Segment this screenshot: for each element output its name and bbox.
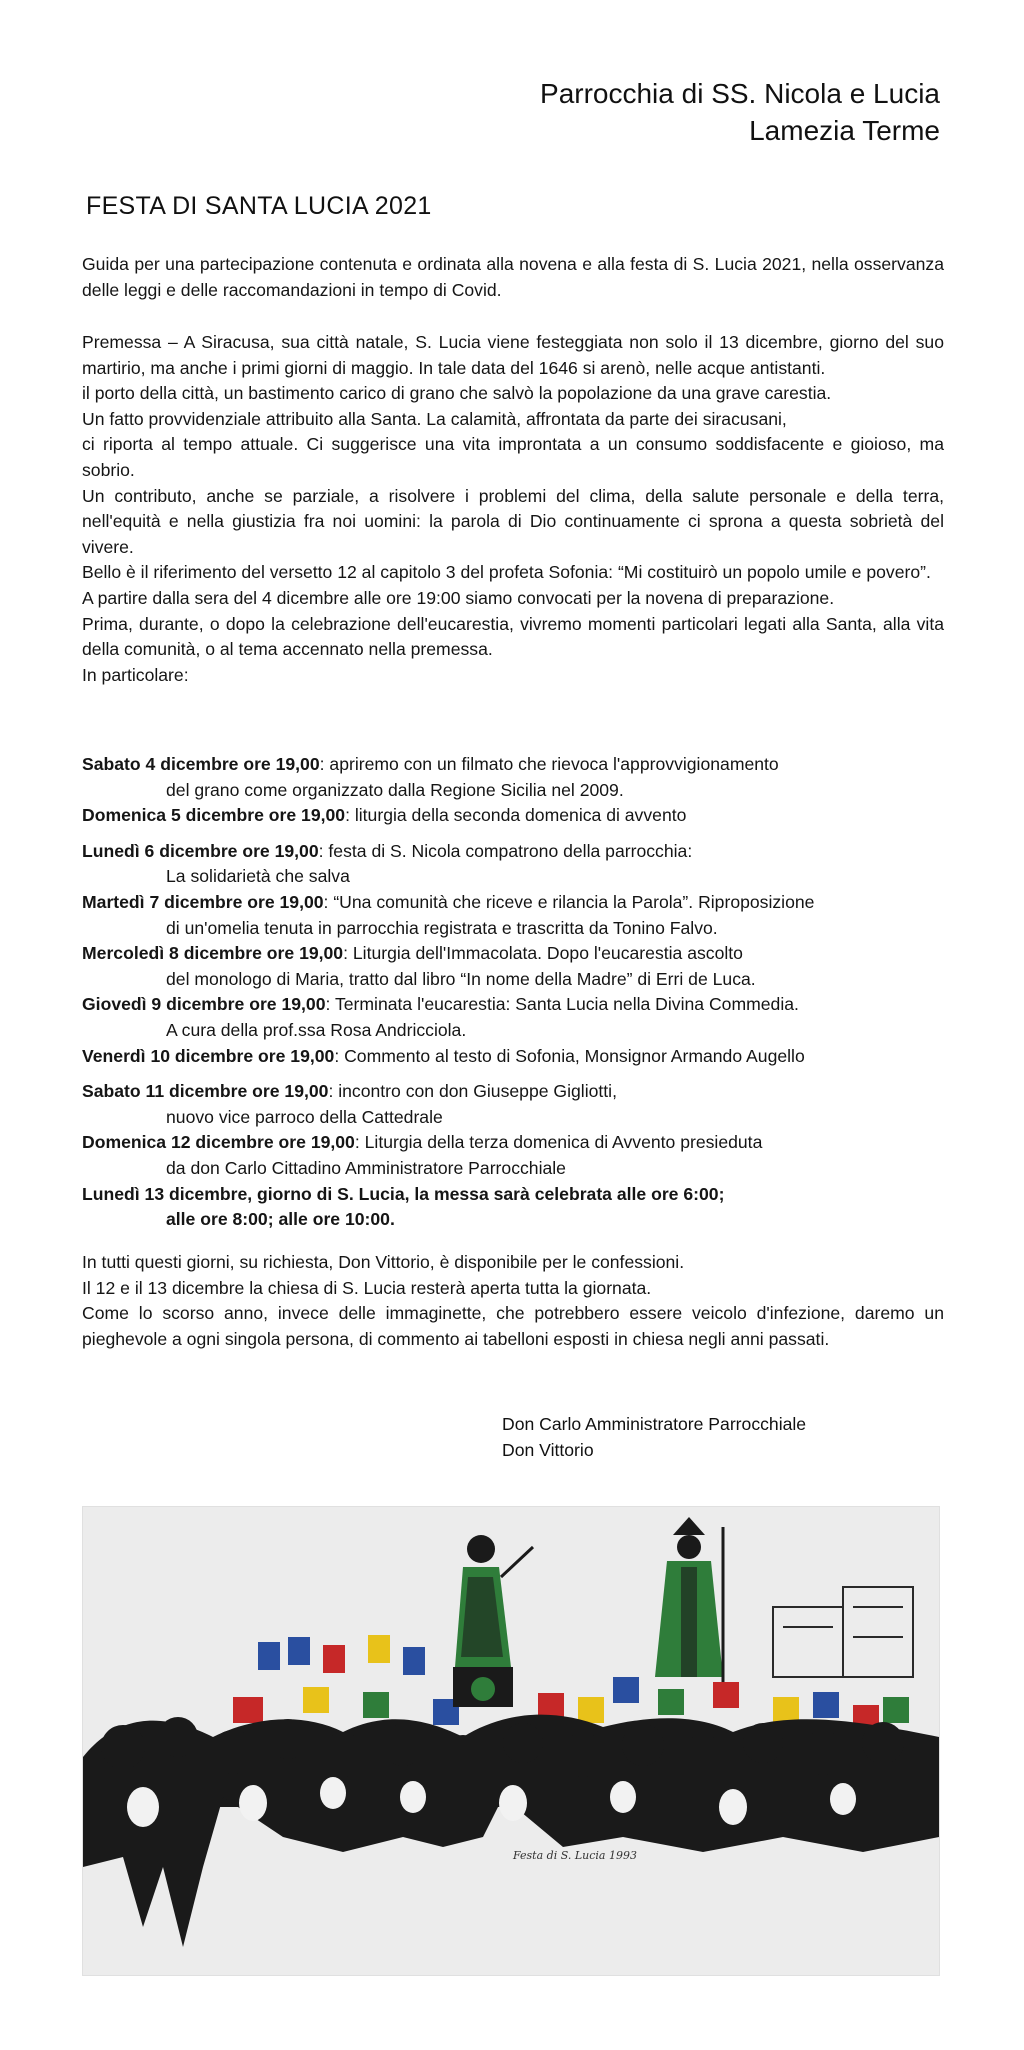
premise-line: Prima, durante, o dopo la celebrazione dell'eucarestia, vivremo momenti particolari legati alla Santa, alla vita della comunità, o al tema accennato nella premessa.	[82, 613, 944, 660]
schedule-item: Lunedì 6 dicembre ore 19,00: festa di S. Nicola compatrono della parrocchia:	[82, 840, 693, 861]
schedule-item-detail: A cura della prof.ssa Rosa Andricciola.	[166, 1019, 467, 1040]
schedule-item: Venerdì 10 dicembre ore 19,00: Commento al testo di Sofonia, Monsignor Armando Augello	[82, 1045, 805, 1066]
schedule-item: Mercoledì 8 dicembre ore 19,00: Liturgia dell'Immacolata. Dopo l'eucarestia ascolto	[82, 943, 743, 964]
premise-line: Un contributo, anche se parziale, a risolvere i problemi del clima, della salute personale e della terra, nell'equità e nella giustizia fra noi uomini: la parola di Dio continuamente ci sprona a questa sobrietà del vivere.	[82, 485, 944, 557]
premise-section	[82, 330, 944, 688]
page-title: FESTA DI SANTA LUCIA 2021	[86, 192, 432, 220]
premise-line: Un fatto provvidenziale attribuito alla Santa. La calamità, affrontata da parte dei siracusani,	[82, 408, 787, 429]
signature-line: Don Carlo Amministratore Parrocchiale	[502, 1414, 807, 1434]
procession-painting	[82, 1506, 940, 1976]
schedule-item: Giovedì 9 dicembre ore 19,00: Terminata l'eucarestia: Santa Lucia nella Divina Commedia.	[82, 994, 799, 1015]
schedule-item-detail: La solidarietà che salva	[166, 866, 350, 887]
closing-line: Il 12 e il 13 dicembre la chiesa di S. Lucia resterà aperta tutta la giornata.	[82, 1277, 652, 1298]
intro-text: Guida per una partecipazione contenuta e ordinata alla novena e alla festa di S. Lucia 2021, nella osservanza delle leggi e delle raccomandazioni in tempo di Covid.	[82, 254, 944, 300]
procession-illustration-icon	[83, 1507, 939, 1975]
schedule-item: Martedì 7 dicembre ore 19,00: “Una comunità che riceve e rilancia la Parola”. Riproposizione	[82, 891, 815, 912]
novena-schedule	[82, 752, 944, 1233]
schedule-item: Sabato 11 dicembre ore 19,00: incontro con don Giuseppe Gigliotti,	[82, 1081, 617, 1102]
premise-line: Bello è il riferimento del versetto 12 al capitolo 3 del profeta Sofonia: “Mi costituirò un popolo umile e povero”.	[82, 562, 931, 583]
premise-line: Premessa – A Siracusa, sua città natale, S. Lucia viene festeggiata non solo il 13 dicembre, giorno del suo martirio, ma anche i primi giorni di maggio. In tale data del 1646 si arenò, nelle acque antistanti.	[82, 332, 944, 378]
schedule-item: Lunedì 13 dicembre, giorno di S. Lucia, la messa sarà celebrata alle ore 6:00;	[82, 1183, 725, 1204]
parish-header	[540, 76, 940, 150]
intro-paragraph	[82, 252, 944, 303]
painting-signature: Festa di S. Lucia 1993	[513, 1849, 637, 1862]
premise-line: In particolare:	[82, 664, 189, 685]
premise-line: A partire dalla sera del 4 dicembre alle ore 19:00 siamo convocati per la novena di preparazione.	[82, 587, 835, 608]
signature-line: Don Vittorio	[502, 1439, 594, 1460]
signature-block	[502, 1412, 806, 1463]
schedule-item-detail: del monologo di Maria, tratto dal libro “In nome della Madre” di Erri de Luca.	[166, 968, 756, 989]
schedule-item-detail: di un'omelia tenuta in parrocchia registrata e trascritta da Tonino Falvo.	[166, 917, 718, 938]
schedule-item: Domenica 12 dicembre ore 19,00: Liturgia della terza domenica di Avvento presieduta	[82, 1132, 763, 1153]
closing-line: In tutti questi giorni, su richiesta, Don Vittorio, è disponibile per le confessioni.	[82, 1252, 685, 1272]
closing-line: Come lo scorso anno, invece delle immaginette, che potrebbero essere veicolo d'infezione, daremo un pieghevole a ogni singola persona, di commento ai tabelloni esposti in chiesa negli anni passati.	[82, 1303, 944, 1349]
schedule-item-detail: da don Carlo Cittadino Amministratore Parrocchiale	[166, 1157, 566, 1178]
schedule-item-detail: del grano come organizzato dalla Regione Sicilia nel 2009.	[166, 779, 624, 800]
closing-notes	[82, 1250, 944, 1352]
premise-line: il porto della città, un bastimento carico di grano che salvò la popolazione da una grave carestia.	[82, 383, 832, 404]
schedule-item-detail: alle ore 8:00; alle ore 10:00.	[166, 1209, 395, 1230]
schedule-item: Sabato 4 dicembre ore 19,00: apriremo con un filmato che rievoca l'approvvigionamento	[82, 754, 779, 774]
premise-line: ci riporta al tempo attuale. Ci suggerisce una vita improntata a un consumo soddisfacente e gioioso, ma sobrio.	[82, 434, 944, 480]
schedule-item-detail: nuovo vice parroco della Cattedrale	[166, 1106, 443, 1127]
schedule-item: Domenica 5 dicembre ore 19,00: liturgia della seconda domenica di avvento	[82, 805, 687, 826]
parish-name: Parrocchia di SS. Nicola e Lucia	[540, 78, 940, 109]
parish-city: Lamezia Terme	[749, 114, 940, 146]
